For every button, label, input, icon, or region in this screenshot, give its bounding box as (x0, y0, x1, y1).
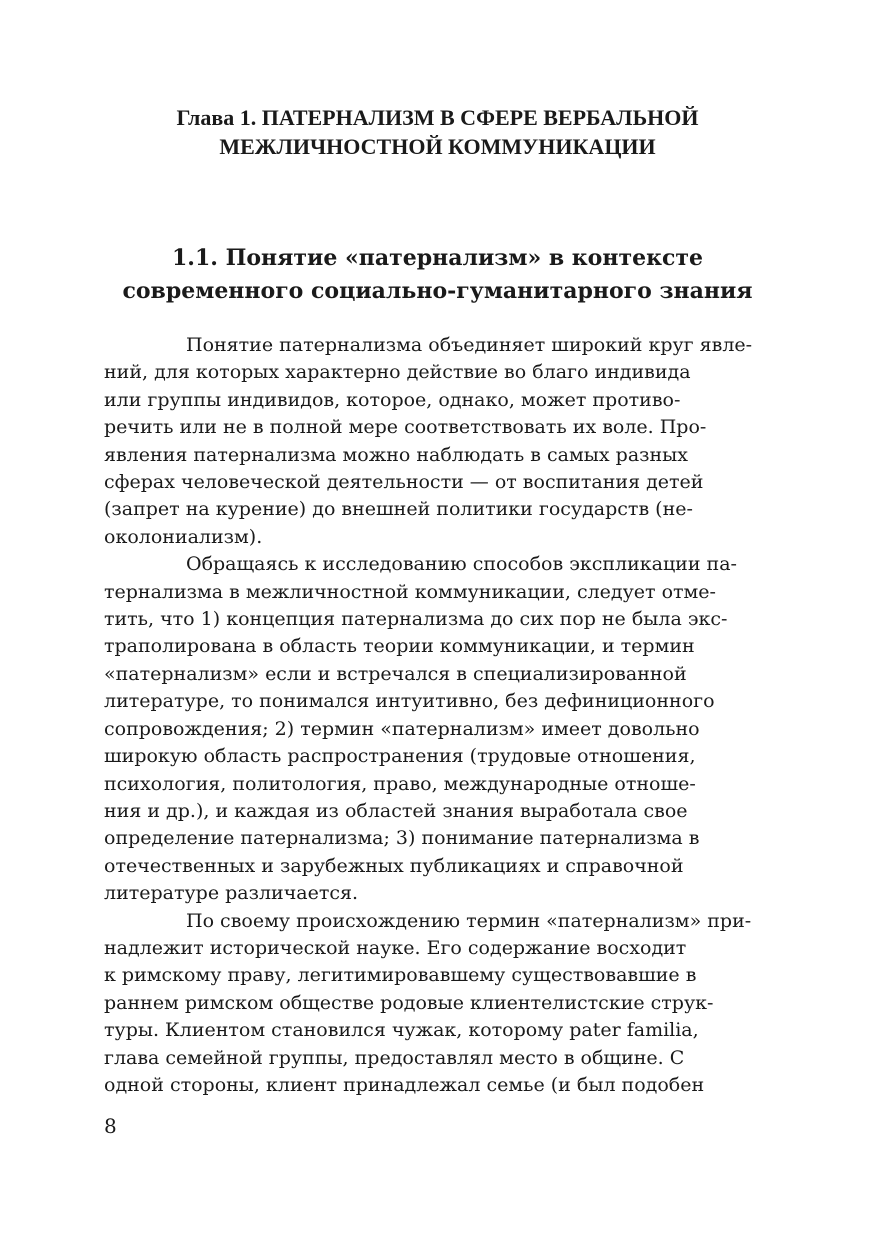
text-line: «патернализм» если и встречался в специализированной (104, 662, 687, 685)
text-line: По своему происхождению термин «патернализм» при- (186, 909, 752, 932)
text-line: (запрет на курение) до внешней политики государств (не- (104, 498, 693, 521)
text-line: речить или не в полной мере соответствовать их воле. Про- (104, 416, 707, 439)
paragraph-1 (104, 332, 770, 551)
text-line: глава семейной группы, предоставлял место в общине. С (104, 1046, 685, 1069)
page-number: 8 (104, 1114, 117, 1138)
text-line: явления патернализма можно наблюдать в самых разных (104, 443, 689, 466)
chapter-title-line-1: Глава 1. ПАТЕРНАЛИЗМ В СФЕРЕ ВЕРБАЛЬНОЙ (176, 105, 699, 130)
text-line: ния и др.), и каждая из областей знания выработала свое (104, 799, 688, 822)
text-line: тить, что 1) концепция патернализма до сих пор не была экс- (104, 608, 728, 631)
text-line: к римскому праву, легитимировавшему существовавшие в (104, 964, 697, 987)
chapter-title (100, 103, 775, 161)
text-line: туры. Клиентом становился чужак, которому pater familia, (104, 1019, 699, 1042)
text-line: отечественных и зарубежных публикациях и справочной (104, 854, 684, 877)
text-line: сферах человеческой деятельности — от воспитания детей (104, 471, 704, 494)
text-line: сопровождения; 2) термин «патернализм» имеет довольно (104, 717, 700, 740)
text-line: определение патернализма; 3) понимание патернализма в (104, 827, 700, 850)
text-line: литературе, то понимался интуитивно, без дефиниционного (104, 690, 715, 713)
body-text (104, 332, 770, 1099)
paragraph-2 (104, 551, 770, 907)
section-title-line-2: современного социально-гуманитарного знания (122, 278, 753, 304)
text-line: литературе различается. (104, 882, 359, 905)
text-line: одной стороны, клиент принадлежал семье (и был подобен (104, 1073, 705, 1096)
text-line: раннем римском обществе родовые клиентелистские струк- (104, 991, 714, 1014)
text-line: околониализм). (104, 525, 263, 548)
text-line: траполирована в область теории коммуникации, и термин (104, 635, 695, 658)
text-line: Обращаясь к исследованию способов экспликации па- (186, 553, 737, 576)
text-line: ний, для которых характерно действие во благо индивида (104, 361, 691, 384)
section-title-line-1: 1.1. Понятие «патернализм» в контексте (171, 245, 704, 271)
text-line: Понятие патернализма объединяет широкий круг явле- (186, 334, 753, 356)
text-line: психология, политология, право, международные отноше- (104, 772, 696, 795)
text-line: тернализма в межличностной коммуникации, следует отме- (104, 580, 716, 603)
text-line: или группы индивидов, которое, однако, может противо- (104, 388, 681, 411)
chapter-title-line-2: МЕЖЛИЧНОСТНОЙ КОММУНИКАЦИИ (219, 134, 656, 159)
text-line: широкую область распространения (трудовые отношения, (104, 745, 696, 768)
text-line: надлежит исторической науке. Его содержание восходит (104, 936, 687, 959)
paragraph-3 (104, 908, 770, 1100)
section-title (95, 242, 780, 308)
